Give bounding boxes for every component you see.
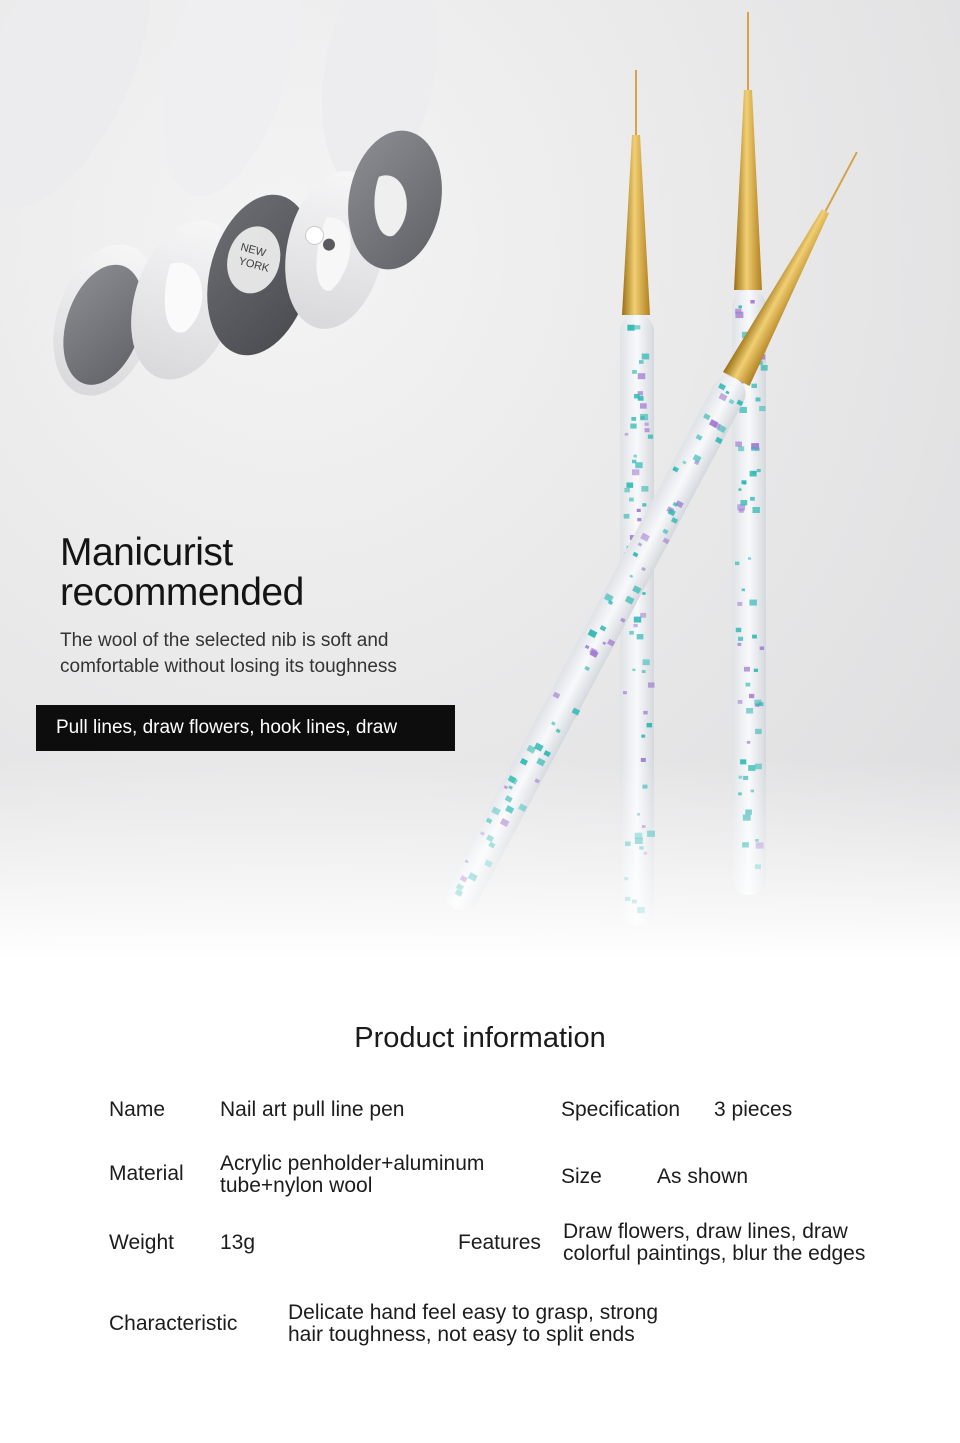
glitter-fleck [737, 643, 741, 646]
product-info-title: Product information [354, 1022, 606, 1054]
glitter-fleck [642, 592, 645, 595]
glitter-fleck [745, 683, 750, 687]
glitter-fleck [738, 700, 743, 704]
glitter-fleck [645, 428, 650, 432]
glitter-fleck [624, 488, 629, 492]
glitter-fleck [735, 562, 739, 566]
glitter-fleck [751, 384, 757, 388]
glitter-fleck [634, 617, 641, 623]
glitter-fleck [635, 325, 640, 329]
glitter-fleck [643, 711, 647, 715]
glitter-fleck [630, 424, 636, 429]
glitter-fleck [623, 691, 627, 694]
glitter-fleck [752, 507, 759, 513]
glitter-fleck [637, 518, 641, 521]
glitter-fleck [738, 446, 744, 451]
glitter-fleck [632, 469, 639, 475]
glitter-fleck [756, 397, 761, 401]
glitter-fleck [633, 624, 637, 627]
glitter-fleck [746, 708, 753, 714]
glitter-fleck [744, 667, 750, 672]
hero-fade [0, 760, 960, 960]
glitter-fleck [639, 360, 644, 364]
glitter-fleck [640, 414, 648, 420]
glitter-fleck [742, 589, 745, 592]
glitter-fleck [735, 442, 742, 447]
glitter-fleck [648, 682, 655, 687]
glitter-fleck [738, 488, 741, 490]
glitter-fleck [749, 694, 754, 698]
glitter-fleck [750, 471, 757, 477]
material-label: Material [109, 1162, 184, 1185]
size-value: As shown [657, 1165, 749, 1188]
glitter-fleck [641, 735, 645, 738]
features-value: Draw flowers, draw lines, draw colorful paintings, blur the edges [563, 1220, 866, 1265]
glitter-fleck [640, 403, 647, 408]
glitter-fleck [738, 305, 741, 308]
nail-art-text: YORK [237, 255, 271, 275]
glitter-fleck [735, 312, 743, 318]
glitter-fleck [759, 406, 765, 411]
glitter-fleck [637, 634, 644, 639]
glitter-fleck [738, 637, 743, 641]
glitter-fleck [632, 370, 637, 374]
glitter-fleck [760, 646, 764, 650]
size-label: Size [561, 1165, 602, 1188]
glitter-fleck [638, 396, 644, 401]
glitter-fleck [624, 514, 630, 519]
glitter-fleck [761, 365, 768, 371]
glitter-fleck [757, 469, 761, 472]
glitter-fleck [740, 500, 747, 505]
weight-value: 13g [220, 1231, 256, 1254]
glitter-fleck [737, 602, 742, 606]
name-label: Name [109, 1098, 166, 1121]
usage-tag: Pull lines, draw flowers, hook lines, draw [36, 705, 455, 751]
glitter-fleck [645, 423, 649, 426]
glitter-fleck [736, 628, 741, 632]
glitter-fleck [642, 354, 649, 360]
features-label: Features [458, 1231, 541, 1254]
glitter-fleck [641, 486, 648, 492]
glitter-fleck [632, 669, 635, 671]
glitter-fleck [632, 460, 636, 464]
glitter-fleck [755, 729, 762, 734]
glitter-fleck [743, 482, 746, 484]
glitter-fleck [739, 407, 747, 413]
glitter-fleck [752, 635, 757, 639]
headline: Manicurist recommended [60, 531, 304, 614]
weight-label: Weight [109, 1231, 174, 1254]
glitter-fleck [754, 669, 758, 672]
hero-description: The wool of the selected nib is soft and comfortable without losing its toughness [60, 630, 397, 677]
glitter-fleck [640, 613, 646, 618]
glitter-fleck [625, 433, 628, 436]
specification-value: 3 pieces [714, 1098, 793, 1121]
glitter-fleck [643, 659, 650, 665]
glitter-fleck [750, 300, 754, 303]
glitter-fleck [631, 417, 636, 421]
glitter-fleck [750, 497, 755, 501]
glitter-fleck [748, 557, 751, 560]
glitter-fleck [627, 325, 634, 331]
name-value: Nail art pull line pen [220, 1098, 405, 1121]
characteristic-value: Delicate hand feel easy to grasp, strong hair toughness, not easy to split ends [288, 1301, 659, 1346]
glitter-fleck [739, 509, 744, 513]
glitter-fleck [629, 631, 634, 635]
specification-label: Specification [561, 1098, 681, 1121]
nail-art-text: NEW [239, 241, 268, 260]
glitter-fleck [642, 670, 646, 673]
material-value: Acrylic penholder+aluminum tube+nylon wool [220, 1152, 485, 1197]
glitter-fleck [642, 503, 646, 506]
glitter-fleck [626, 483, 633, 488]
glitter-fleck [637, 509, 641, 512]
glitter-fleck [747, 741, 751, 744]
glitter-fleck [647, 723, 652, 727]
glitter-fleck [648, 435, 653, 439]
glitter-fleck [634, 455, 638, 458]
glitter-fleck [638, 373, 645, 379]
glitter-fleck [629, 498, 634, 502]
glitter-fleck [754, 700, 761, 706]
characteristic-label: Characteristic [109, 1312, 238, 1335]
glitter-fleck [749, 600, 757, 606]
glitter-fleck [751, 447, 756, 451]
